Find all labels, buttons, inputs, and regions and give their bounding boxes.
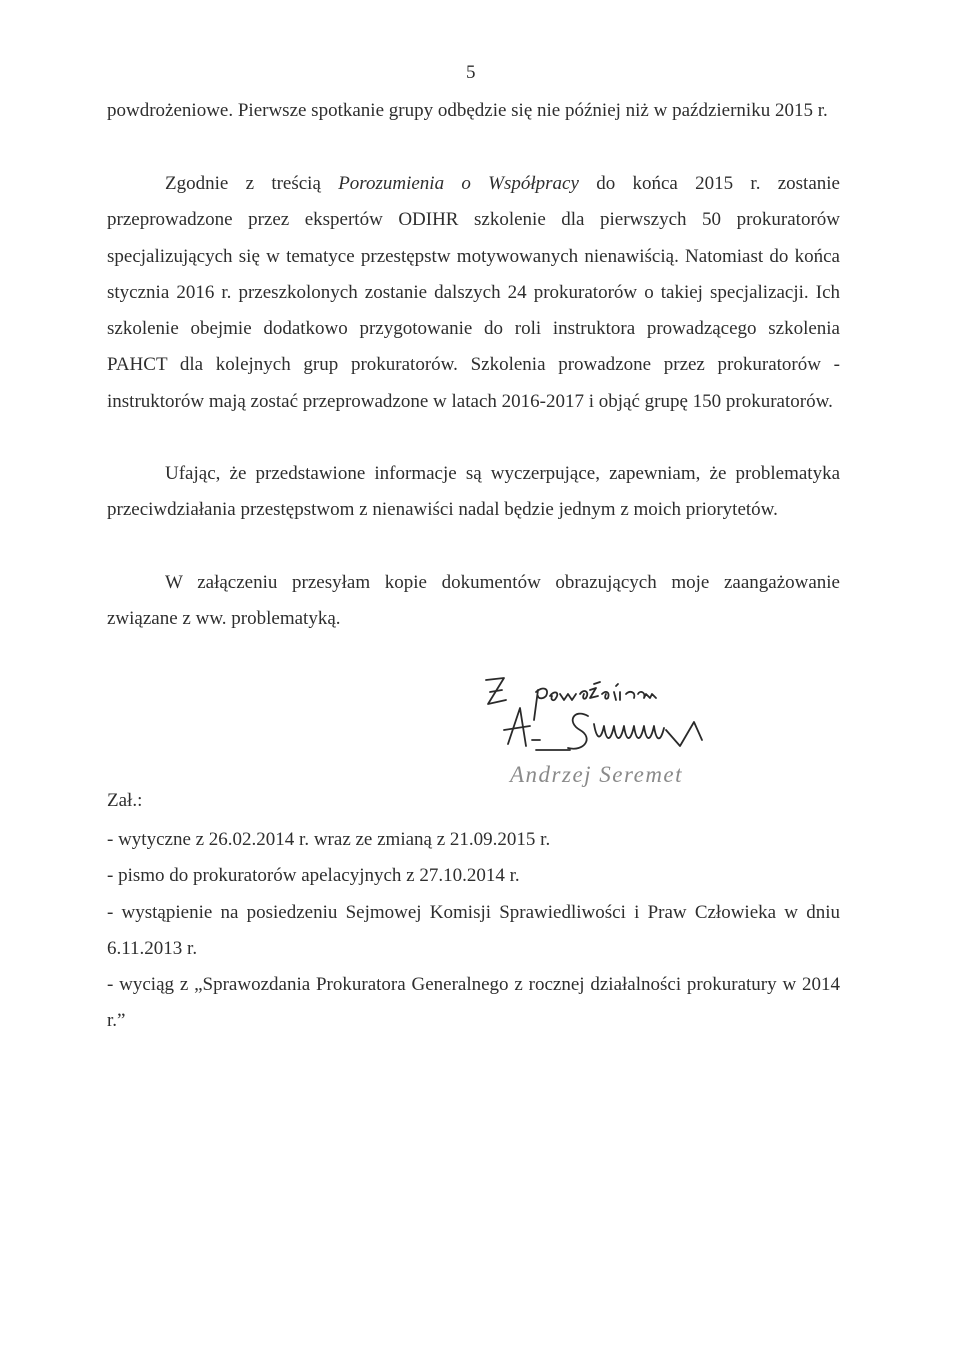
signatory-name-stamp: Andrzej Seremet [510, 762, 684, 787]
attachments-label: Zał.: [107, 790, 143, 811]
signature-block [470, 664, 770, 804]
attachment-item: - wytyczne z 26.02.2014 r. wraz ze zmianą z 21.09.2015 r. [107, 829, 551, 850]
paragraph-2-rest: do końca 2015 r. zostanie przeprowadzone przez ekspertów ODIHR szkolenie dla pierwszych 50 prokuratorów specjalizujących się w tematyce przestępstw motywowanych nienawiścią. Natomiast do końca stycznia 2016 r. przeszkolonych zostanie dalszych 24 prokuratorów o takiej specjalizacji. Ich szkolenie obejmie dodatkowo przygotowanie do roli instruktora prowadzącego szkolenia PAHCT dla kolejnych grup prokuratorów. Szkolenia prowadzone przez prokuratorów - instruktorów mają zostać przeprowadzone w latach 2016-2017 i objąć grupę 150 prokuratorów. [107, 173, 840, 412]
paragraph-2 [107, 166, 840, 420]
attachment-item: - wystąpienie na posiedzeniu Sejmowej Komisji Sprawiedliwości i Praw Człowieka w dniu 6.11.2013 r. [107, 901, 840, 959]
handwritten-signature [470, 664, 770, 774]
agreement-title: Porozumienia o Współpracy [338, 173, 579, 194]
paragraph-4: W załączeniu przesyłam kopie dokumentów obrazujących moje zaangażowanie związane z ww. problematyką. [107, 572, 840, 630]
paragraph-3: Ufając, że przedstawione informacje są wyczerpujące, zapewniam, że problematyka przeciwdziałania przestępstwom z nienawiści nadal będzie jednym z moich priorytetów. [107, 463, 840, 521]
attachments-list [107, 822, 840, 1040]
page-number: 5 [466, 62, 476, 83]
paragraph-1: powdrożeniowe. Pierwsze spotkanie grupy odbędzie się nie później niż w październiku 2015 r. [107, 100, 828, 121]
attachment-item: - pismo do prokuratorów apelacyjnych z 27.10.2014 r. [107, 865, 520, 887]
paragraph-2-start: Zgodnie z treścią [165, 173, 339, 194]
attachment-item: - wyciąg z „Sprawozdania Prokuratora Generalnego z rocznej działalności prokuratury w 2014 r.” [107, 974, 840, 1032]
